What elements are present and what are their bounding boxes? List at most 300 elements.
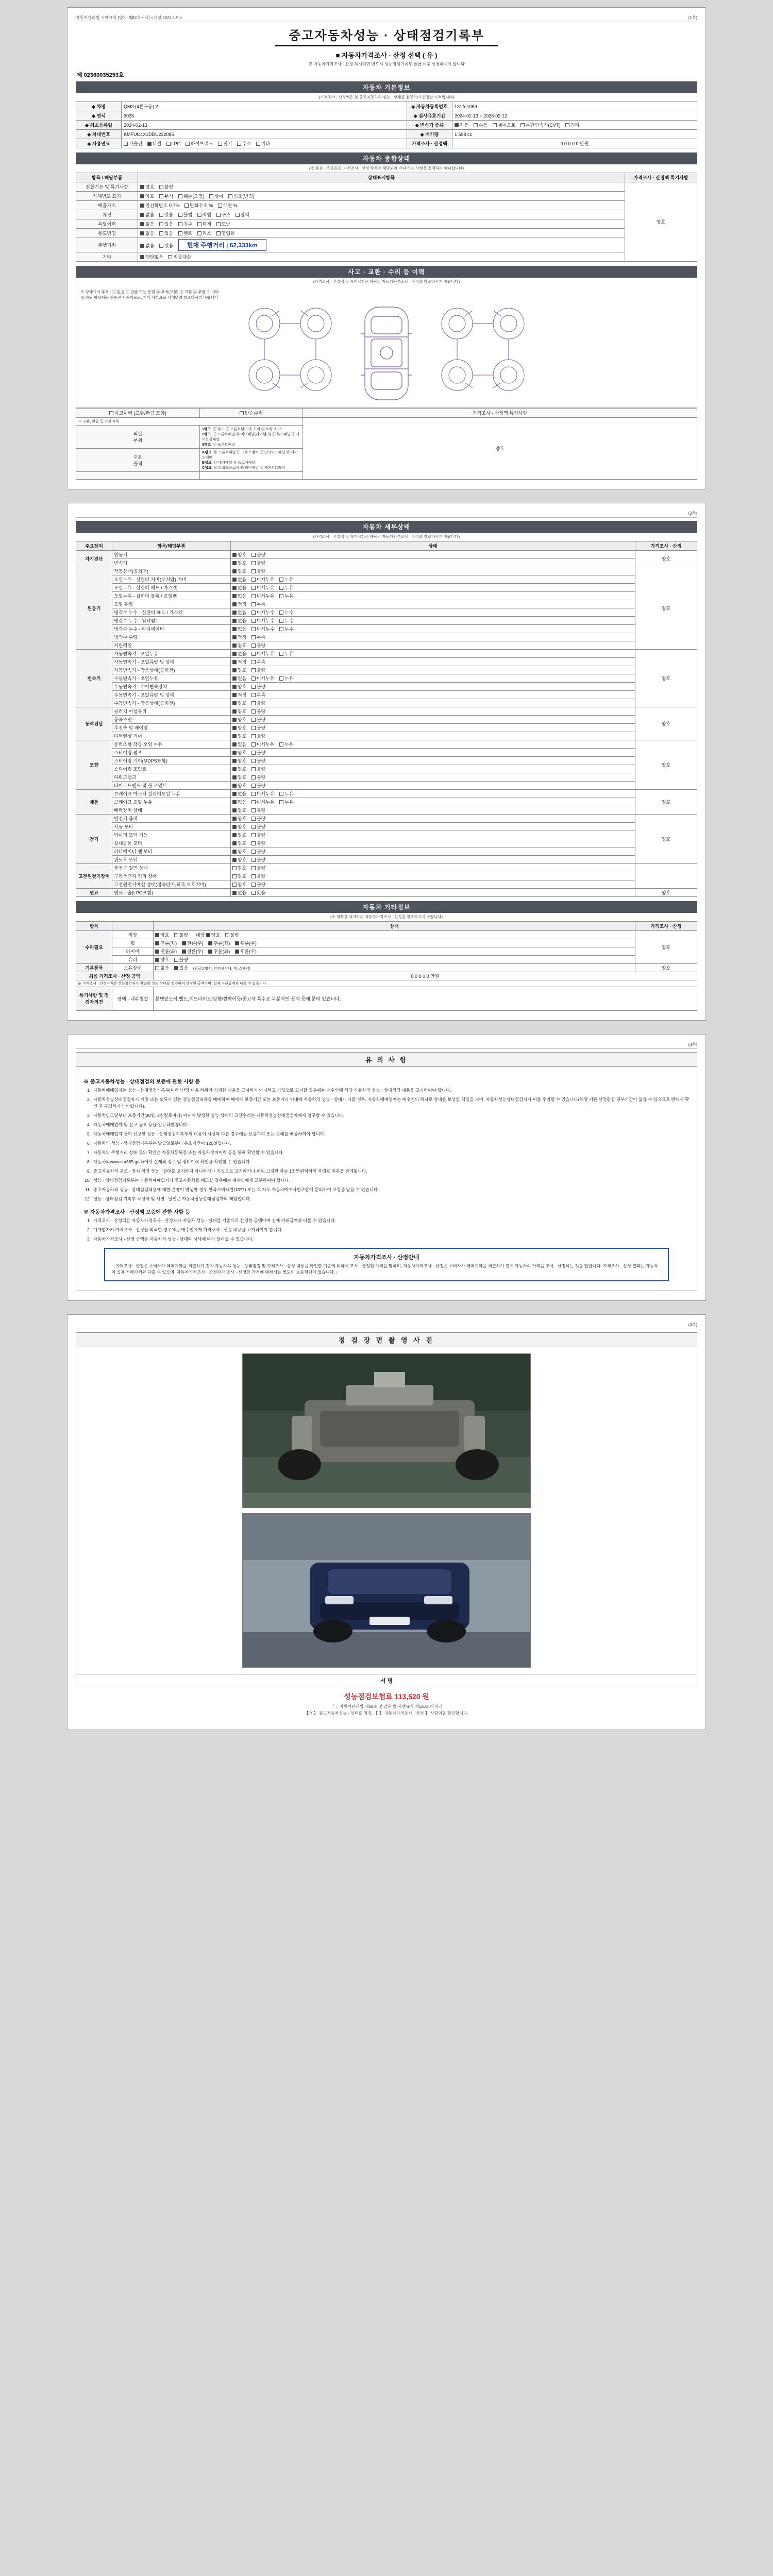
opt-b[interactable]: 미세누수	[251, 609, 275, 616]
opt-a[interactable]: 양호	[232, 865, 246, 871]
history-theft[interactable]: 도난	[216, 221, 230, 227]
table-row	[76, 608, 697, 616]
fuel-option-lpg[interactable]: LPG	[166, 141, 181, 146]
table-row	[76, 939, 697, 947]
inspection-fee-value: 113,520 원	[394, 1692, 429, 1701]
opt-a[interactable]: 양호	[232, 807, 246, 814]
section-basic-info-note: (가격조사 · 산정액은 본 중고자동차의 성능 · 상태를 참고하여 산정한 가격입니다)	[76, 93, 697, 101]
section-etc-bar: 자동차 기타정보	[76, 901, 697, 913]
table-row	[76, 583, 697, 591]
opt-bad[interactable]: 불량	[251, 560, 265, 566]
basic-none[interactable]: 없음	[155, 964, 169, 971]
usage-rent[interactable]: 렌트	[178, 230, 192, 236]
usage-yes[interactable]: 있음	[159, 230, 173, 236]
opt-a[interactable]: 적정	[232, 634, 246, 640]
opt-c[interactable]: 누유	[279, 584, 293, 591]
wheel-rl[interactable]: 후륜(좌)	[208, 940, 230, 946]
state-trans-4	[231, 682, 635, 690]
opt-b[interactable]: 불량	[251, 683, 265, 690]
etc-na[interactable]: 해당없음	[140, 253, 163, 260]
opt-b[interactable]: 불량	[251, 881, 265, 888]
opt-b[interactable]: 불량	[251, 642, 265, 649]
item-steer-1: 스티어링 펌프	[112, 748, 231, 756]
history-yes[interactable]: 있음	[159, 221, 173, 227]
tuning-legal[interactable]: 적법	[197, 211, 211, 218]
table-row	[76, 201, 697, 210]
section-overall-bar: 자동차 종합상태	[76, 152, 697, 164]
etc-recall[interactable]: 리콜대상	[168, 253, 191, 260]
list-item: 12. 성능 · 상태점검 기록부 작성자 및 서명 · 날인은 자동차성능상태점검자의 책임입니다.	[85, 1196, 251, 1201]
col-etc-item: 항목	[76, 921, 112, 930]
row-value-tuning	[138, 210, 625, 219]
tuning-device[interactable]: 장치	[236, 211, 249, 218]
form-reference: 자동차관리법 시행규칙 [별지 제82호서식] <개정 2021.1.5.>	[76, 15, 182, 20]
row-label-etc: 기타	[76, 252, 138, 262]
item-power-0: 클러치 어셈블리	[112, 707, 231, 715]
opt-ext-bad[interactable]: 불량	[174, 931, 188, 938]
table-row	[76, 591, 697, 600]
tire-fl[interactable]: 전륜(좌)	[155, 948, 177, 955]
opt-b[interactable]: 미세누유	[251, 675, 275, 682]
opt-c[interactable]: 누유	[279, 799, 293, 805]
opt-b[interactable]: 미세누유	[251, 584, 275, 591]
table-row	[76, 839, 697, 847]
declaration-text: 「가격조사 · 산정은 소비자가 매매계약을 체결하기 전에 자동차의 성능 · 상태점검 및 가격조사 · 산정 내용을 확인한 기준에 의하여 조사 · 산정된 가격을 말하며, 자동차가격조사 · 산정은 소비자가 매매계약을 체결하기 전에 자동차의 가격을 조사 · 산정하는 것을 말합니다. 가격조사 · 산정 결과는 자동차의 실제 거래가격과 다를 수 있으며, 자동차가격조사 · 산정자가 조사 · 산정한 가격에 대해서는 별도의 보증책임이 없습니다.」	[111, 1263, 658, 1275]
col-etc-state: 상태	[154, 921, 635, 930]
opt-b[interactable]: 미세누유	[251, 576, 275, 583]
etc-state-exterior	[154, 930, 635, 939]
state-steer-2	[231, 756, 635, 765]
opt-a[interactable]: 없음	[232, 576, 246, 583]
list-item: 8. 자동차의www.car365.go.kr에서 실제의 정보 및 정비이력 확인을 확인할 수 있습니다.	[87, 1159, 251, 1164]
opt-a[interactable]: 양호	[232, 667, 246, 673]
opt-a[interactable]: 없음	[232, 799, 246, 805]
transmission-option-semiauto[interactable]: 세미오토	[493, 122, 516, 128]
note-electric: 양호	[635, 814, 697, 863]
inspection-photo-2	[242, 1513, 531, 1668]
basic-yes[interactable]: 있음	[174, 964, 188, 971]
label-transmission: ◈ 변속기 종류	[407, 121, 452, 130]
accident-summary-table	[76, 408, 697, 480]
opt-a[interactable]: 없음	[232, 790, 246, 797]
opt-a[interactable]: 양호	[232, 716, 246, 723]
item-engine-diag: 원동기	[112, 550, 231, 558]
state-elec-0	[231, 814, 635, 822]
value-reg-no: 131노1069	[452, 102, 697, 111]
opt-b[interactable]: 불량	[251, 716, 265, 723]
opt-b[interactable]: 불량	[251, 774, 265, 781]
state-elec-5	[231, 855, 635, 863]
opt-b[interactable]: 불량	[251, 782, 265, 789]
opt-a[interactable]: 양호	[232, 757, 246, 764]
opt-b[interactable]: 불량	[251, 708, 265, 715]
declaration-box	[104, 1248, 669, 1281]
opt-a[interactable]: 적정	[232, 658, 246, 665]
table-row	[76, 847, 697, 855]
tire-fr[interactable]: 전륜(우)	[182, 948, 204, 955]
state-power-1	[231, 715, 635, 723]
opt-a[interactable]: 적정	[232, 601, 246, 607]
row-value-special-history	[138, 219, 625, 229]
opt-int-bad[interactable]: 불량	[225, 931, 239, 938]
state-fuel-0	[231, 888, 635, 896]
fuel-option-hybrid[interactable]: 하이브리드	[186, 140, 213, 147]
opt-c[interactable]: 누유	[279, 576, 293, 583]
opt-b[interactable]: 불량	[251, 733, 265, 739]
accident-legend-line-1: ※ 상태표시 부호 : ① 없음 ② 판금 또는 용접 ③ 부식(교환) ④ 교환 ⑤ 부품 ⑥ 기타	[80, 290, 219, 294]
fuel-option-electric[interactable]: 전기	[218, 140, 232, 147]
opt-b[interactable]: 미세누유	[251, 650, 275, 657]
state-engine-7	[231, 624, 635, 633]
table-row	[76, 600, 697, 608]
section-accident-bar: 사고 · 교환 · 수리 등 이력	[76, 266, 697, 278]
opt-vin-corrosion[interactable]: 부식	[159, 193, 173, 199]
opt-b[interactable]: 불량	[251, 865, 265, 871]
diagram-right	[434, 303, 532, 398]
group-transmission: 변속기	[76, 649, 112, 707]
outer-rank-2: 2랭크 ⑤ 프론트패널 ⑥ 쿼터패널(리어휀더) ⑦ 루프패널 ⑧ 사이드실패널	[202, 432, 300, 442]
diagram-top-view	[350, 303, 423, 403]
opt-b[interactable]: 있음	[251, 889, 265, 896]
table-row	[76, 732, 697, 740]
history-none[interactable]: 없음	[140, 221, 154, 227]
table-row	[76, 641, 697, 649]
opt-c[interactable]: 누유	[279, 592, 293, 599]
group-powertrain: 동력전달	[76, 707, 112, 740]
state-brake-2	[231, 806, 635, 814]
opt-b[interactable]: 불량	[251, 848, 265, 855]
table-row	[76, 139, 697, 148]
table-row	[76, 707, 697, 715]
opt-c[interactable]: 누유	[279, 741, 293, 748]
item-elec-4: 라디에이터 팬 모터	[112, 847, 231, 855]
state-trans-6	[231, 699, 635, 707]
label-model-year: ◈ 연식	[76, 111, 122, 121]
guide-title: 유 의 사 항	[76, 1052, 697, 1067]
opt-c[interactable]: 누유	[279, 675, 293, 682]
opt-b[interactable]: 불량	[251, 667, 265, 673]
opt-b[interactable]: 불량	[251, 807, 265, 814]
simple-repair-check[interactable]: 단순수리	[240, 410, 263, 416]
value-transmission	[452, 121, 697, 130]
col-major-device: 주요장치	[76, 541, 112, 550]
transmission-option-auto[interactable]: 자동	[455, 122, 468, 128]
opt-c[interactable]: 누수	[279, 625, 293, 632]
list-item: 7. 자동차의 주행거리 상태 등의 확인은 자동차등록증 또는 자동차정비이력 등을 통해 확인할 수 있습니다.	[87, 1149, 284, 1155]
item-trans-4: 수동변속기 - 기어변속장치	[112, 682, 231, 690]
opt-a[interactable]: 양호	[232, 724, 246, 731]
row-label-tuning: 튜닝	[76, 210, 138, 219]
opt-a[interactable]: 양호	[232, 856, 246, 863]
history-fire[interactable]: 화재	[197, 221, 211, 227]
total-estimate-note: ※ 가격조사 · 산정가격은 성능점검자가 차량의 성능·상태를 점검하여 산정한 금액이며, 실제 거래금액과 다를 수 있습니다	[76, 980, 697, 987]
label-vin: ◈ 차대번호	[76, 130, 122, 139]
transmission-option-etc[interactable]: 기타	[565, 122, 579, 128]
state-trans-5	[231, 690, 635, 699]
opt-vin-diff[interactable]: 상이	[209, 193, 223, 199]
opt-bad[interactable]: 불량	[251, 551, 265, 558]
fuel-option-gasoline[interactable]: 가솔린	[124, 140, 142, 147]
tire-rl[interactable]: 후륜(좌)	[208, 948, 230, 955]
document-header	[76, 25, 697, 67]
mileage-yes[interactable]: 있음	[159, 242, 173, 249]
fuel-option-diesel[interactable]: 디젤	[147, 140, 161, 147]
item-steer-2: 스티어링 기어(MDPS포함)	[112, 756, 231, 765]
opt-a[interactable]: 없음	[232, 889, 246, 896]
opt-b[interactable]: 불량	[251, 700, 265, 706]
opt-a[interactable]: 없음	[232, 675, 246, 682]
opt-c[interactable]: 누수	[279, 609, 293, 616]
opt-good[interactable]: 양호	[232, 560, 246, 566]
opt-a[interactable]: 없음	[232, 617, 246, 624]
opt-int-good[interactable]: 양호	[206, 931, 220, 938]
opt-vin-altered[interactable]: 변조(변경)	[228, 193, 255, 199]
section-detail-bar: 자동차 세부상태	[76, 521, 697, 533]
opt-b[interactable]: 미세누수	[251, 617, 275, 624]
opt-b[interactable]: 불량	[251, 832, 265, 838]
opt-a[interactable]: 양호	[232, 749, 246, 756]
item-engine-3: 오일누유 - 실린더 블록 / 오일팬	[112, 591, 231, 600]
opt-a[interactable]: 없음	[232, 650, 246, 657]
state-engine-2	[231, 583, 635, 591]
etc-sub-tire: 타이어	[112, 947, 154, 955]
usage-lease[interactable]: 리스	[197, 230, 211, 236]
table-row	[76, 130, 697, 139]
item-steer-5: 타이로드엔드 및 볼 조인트	[112, 781, 231, 789]
accident-note-cell: 양호	[303, 417, 697, 479]
opt-a[interactable]: 없음	[232, 625, 246, 632]
row-value-vin-mark	[138, 192, 625, 201]
opt-a[interactable]: 양호	[232, 774, 246, 781]
row-value-emission	[138, 201, 625, 210]
table-row	[76, 182, 697, 192]
usage-none[interactable]: 없음	[140, 230, 154, 236]
opt-a[interactable]: 없음	[232, 584, 246, 591]
opt-b[interactable]: 불량	[251, 823, 265, 830]
history-flood[interactable]: 침수	[178, 221, 192, 227]
table-row	[76, 417, 697, 425]
opt-a[interactable]: 양호	[232, 766, 246, 772]
opt-b[interactable]: 미세누유	[251, 592, 275, 599]
main-frame-items	[200, 448, 303, 471]
table-row	[76, 649, 697, 657]
opt-a[interactable]: 양호	[232, 700, 246, 706]
opt-b[interactable]: 불량	[251, 873, 265, 879]
table-row	[76, 682, 697, 690]
tuning-none[interactable]: 없음	[140, 211, 154, 218]
table-row	[76, 238, 697, 252]
guide-body	[76, 1067, 697, 1292]
item-power-3: 디퍼렌셜 기어	[112, 732, 231, 740]
etc-state-tire	[154, 947, 635, 955]
opt-c[interactable]: 누유	[279, 650, 293, 657]
table-row	[76, 210, 697, 219]
group-fuel: 연료	[76, 888, 112, 896]
opt-a[interactable]: 양호	[232, 733, 246, 739]
opt-b[interactable]: 미세누유	[251, 741, 275, 748]
table-row	[76, 740, 697, 748]
tuning-structure[interactable]: 구조	[216, 211, 230, 218]
opt-vin-good[interactable]: 양호	[140, 193, 154, 199]
note-highvoltage	[635, 863, 697, 888]
opt-a[interactable]: 양호	[232, 840, 246, 846]
opt-a[interactable]: 양호	[232, 848, 246, 855]
etc-sub-glass: 유리	[112, 955, 154, 963]
opt-good[interactable]: 양호	[232, 551, 246, 558]
row-label-special-history: 특별이력	[76, 219, 138, 229]
frame-rank-a: A랭크 ⑩ 프론트패널 ⑪ 크로스멤버 ⑫ 인사이드패널 ⑬ 사이드멤버	[202, 450, 298, 460]
accident-legend	[80, 289, 693, 301]
opt-bad[interactable]: 불량	[159, 183, 173, 190]
opt-a[interactable]: 없음	[232, 592, 246, 599]
opt-ext-good[interactable]: 양호	[155, 931, 169, 938]
item-engine-1: 오일누유 - 실린더 커버(로커암) 커버	[112, 575, 231, 583]
state-trans-3	[231, 674, 635, 682]
table-row	[76, 947, 697, 955]
wheel-rr[interactable]: 후륜(우)	[235, 940, 257, 946]
opt-b[interactable]: 부족	[251, 658, 265, 665]
car-diagrams	[80, 303, 693, 403]
tire-rr[interactable]: 후륜(우)	[235, 948, 257, 955]
col-etc-sub	[112, 921, 154, 930]
state-brake-1	[231, 798, 635, 806]
opt-a[interactable]: 양호	[232, 881, 246, 888]
item-hv-2: 고전원전기배선 상태(접속단자,피복,보호커버)	[112, 880, 231, 888]
item-power-2: 추진축 및 베어링	[112, 723, 231, 732]
accident-caption-right: 가격조사 · 산정액 특기사항	[303, 408, 697, 417]
opt-b[interactable]: 불량	[251, 724, 265, 731]
mileage-none[interactable]: 없음	[140, 242, 154, 249]
opt-a[interactable]: 양호	[232, 708, 246, 715]
value-engine: 1,598 cc	[452, 130, 697, 139]
page-mark-2: (2쪽)	[688, 511, 697, 516]
inspection-fee	[76, 1687, 697, 1704]
table-row	[76, 624, 697, 633]
opt-b[interactable]: 미세누유	[251, 790, 275, 797]
table-row	[76, 831, 697, 839]
opt-b[interactable]: 미세누수	[251, 625, 275, 632]
group-steering: 조향	[76, 740, 112, 789]
opt-vin-damage[interactable]: 훼손(오염)	[178, 193, 205, 199]
basic-info-table	[76, 101, 697, 148]
overall-note-cell: 양호	[625, 182, 697, 262]
opt-a[interactable]: 양호	[232, 823, 246, 830]
note-repair-needed: 양호	[635, 930, 697, 963]
opt-a[interactable]: 양호	[232, 832, 246, 838]
accident-history-check[interactable]: 사고이력 (교환/판금 포함)	[109, 410, 166, 416]
list-item: 5. 자동차매매업자 등이 신고한 성능 · 상태점검기록부의 내용이 사실과 다른 경우에는 보증수리 또는 손해를 배상하여야 합니다.	[87, 1131, 326, 1137]
item-hv-0: 충전구 절연 상태	[112, 863, 231, 872]
opt-a[interactable]: 양호	[232, 568, 246, 574]
wheel-fl[interactable]: 전륜(좌)	[155, 940, 177, 946]
opt-b[interactable]: 불량	[251, 766, 265, 772]
section-basic-info-bar: 자동차 기본정보	[76, 81, 697, 93]
mileage-display: 현재 주행거리 | 62,333km	[178, 239, 266, 251]
frame-spacer-label	[76, 471, 200, 479]
glass-good[interactable]: 양호	[155, 956, 169, 963]
guide-intro-head: ※ 중고자동차성능 · 상태점검의 보증에 관한 사항 등	[83, 1079, 200, 1085]
opt-a[interactable]: 양호	[232, 782, 246, 789]
page-4-topbar	[76, 1322, 697, 1329]
page-mark-1: (1쪽)	[688, 15, 697, 20]
opt-a[interactable]: 없음	[232, 741, 246, 748]
transmission-option-manual[interactable]: 수동	[474, 122, 488, 128]
opt-a[interactable]: 적정	[232, 691, 246, 698]
opt-a[interactable]: 없음	[232, 609, 246, 616]
etc-sub-interior: 내장	[195, 932, 205, 938]
state-engine-4	[231, 600, 635, 608]
frame-spacer	[200, 471, 303, 479]
opt-b[interactable]: 불량	[251, 757, 265, 764]
inspection-photo-1	[242, 1353, 531, 1508]
table-row	[76, 575, 697, 583]
opt-b[interactable]: 불량	[251, 568, 265, 574]
col-etc-note: 가격조사 · 산정	[635, 921, 697, 930]
state-engine-5	[231, 608, 635, 616]
tuning-illegal[interactable]: 불법	[178, 211, 192, 218]
opt-good[interactable]: 양호	[140, 183, 154, 190]
opt-c[interactable]: 누수	[279, 617, 293, 624]
item-engine-9: 커먼레일	[112, 641, 231, 649]
opt-c[interactable]: 누유	[279, 790, 293, 797]
usage-business[interactable]: 영업용	[216, 230, 235, 236]
value-price-estimate: 0 0 0 0 0 만원	[452, 139, 697, 148]
state-hv-0	[231, 863, 635, 872]
list-item: 2. 자동차성능상태점검자가 거짓 또는 오류가 있는 성능점검내용을 매매하여 매매에 보증기간 또는 보증거리 이내에 자동차의 성능 · 상태가 다를 경우, 자동차매매업자는 매수인의 하자로 상태를 보상할 책임을 지며, 자동차성능상태점검자가 이를 수리할 수 있습니다(해당 기관 산정관할 일부기간이 없음 수 있으므로 반드시 확인 후 구입하시기 바랍니다).	[87, 1096, 690, 1109]
wheel-fr[interactable]: 전륜(우)	[182, 940, 204, 946]
page-1	[67, 7, 706, 489]
opt-b[interactable]: 불량	[251, 815, 265, 822]
col-note: 가격조사 · 산정액 특기사항	[625, 173, 697, 182]
opt-a[interactable]: 양호	[232, 815, 246, 822]
opt-a[interactable]: 양호	[232, 873, 246, 879]
tuning-yes[interactable]: 있음	[159, 211, 173, 218]
opt-b[interactable]: 불량	[251, 856, 265, 863]
fuel-option-etc[interactable]: 기타	[256, 140, 270, 147]
state-power-2	[231, 723, 635, 732]
opt-a[interactable]: 양호	[232, 683, 246, 690]
table-row	[76, 773, 697, 781]
table-row	[76, 616, 697, 624]
opt-b[interactable]: 부족	[251, 601, 265, 607]
table-row	[76, 715, 697, 723]
transmission-option-cvt[interactable]: 무단변속기(CVT)	[520, 122, 560, 128]
group-self-diagnosis: 자기진단	[76, 550, 112, 567]
fuel-option-hydrogen[interactable]: 수소	[237, 140, 251, 147]
detail-state-table	[76, 541, 697, 897]
table-row	[76, 252, 697, 262]
opt-b[interactable]: 부족	[251, 691, 265, 698]
label-special-sub: 광택 · 내부청결	[112, 987, 154, 1010]
state-engine-diag	[231, 550, 635, 558]
glass-bad[interactable]: 불량	[174, 956, 188, 963]
opt-b[interactable]: 불량	[251, 749, 265, 756]
frame-rank-b: B랭크 ⑭ 대쉬패널 ⑮ 플로어패널	[202, 461, 256, 465]
item-elec-5: 윈도우 모터	[112, 855, 231, 863]
note-fuel: 양호	[635, 888, 697, 896]
state-trans-2	[231, 666, 635, 674]
opt-b[interactable]: 불량	[251, 840, 265, 846]
footer-line-1: 「 」자동차관리법 제58조 및 같은 법 시행규칙 제120조에 따라	[330, 1704, 443, 1709]
opt-b[interactable]: 부족	[251, 634, 265, 640]
opt-a[interactable]: 양호	[232, 642, 246, 649]
table-row	[76, 558, 697, 567]
item-trans-5: 수동변속기 - 오일유량 및 상태	[112, 690, 231, 699]
label-fuel: ◈ 사용연료	[76, 139, 122, 148]
item-brake-2: 배력장치 상태	[112, 806, 231, 814]
label-special-note: 특기사항 및 점검자의견	[76, 987, 112, 1010]
opt-b[interactable]: 미세누유	[251, 799, 275, 805]
